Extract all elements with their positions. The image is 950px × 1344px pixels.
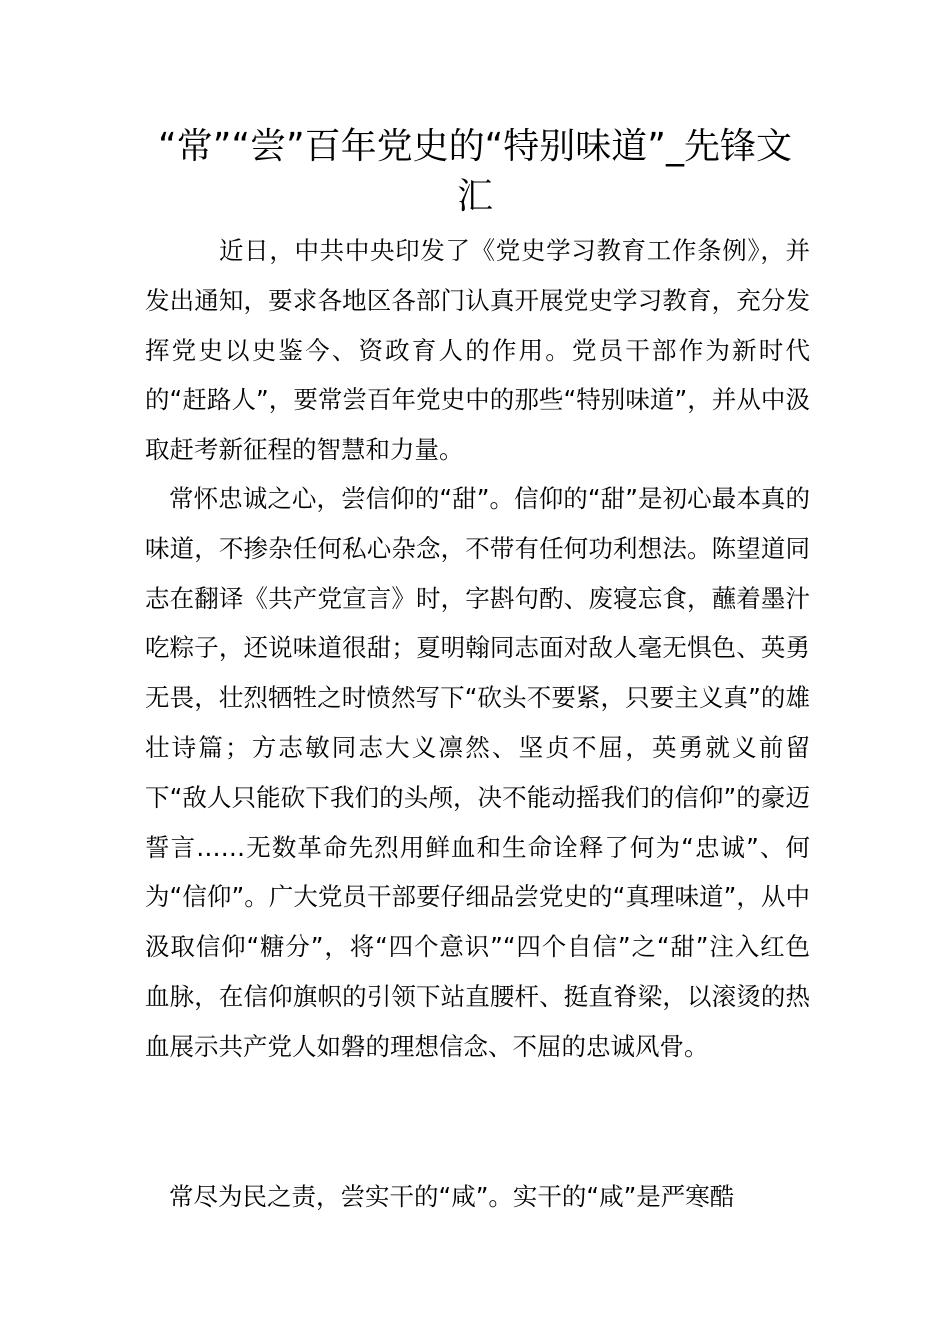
document-title: “常”“尝”百年党史的“特别味道”_先锋文汇 <box>158 126 792 217</box>
paragraph-intro: 近日，中共中央印发了《党史学习教育工作条例》，并发出通知，要求各地区各部门认真开展党史学习教育，充分发挥党史以史鉴今、资政育人的作用。党员干部作为新时代的“赶路人”，要常尝百年党史中的那些“特别味道”，并从中汲取赶考新征程的智慧和力量。 <box>145 236 810 465</box>
paragraph-loyalty: 常怀忠诚之心，尝信仰的“甜”。信仰的“甜”是初心最本真的味道，不掺杂任何私心杂念，不带有任何功利想法。陈望道同志在翻译《共产党宣言》时，字斟句酌、废寝忘食，蘸着墨汁吃粽子，还说味道很甜；夏明翰同志面对敌人毫无惧色、英勇无畏，壮烈牺牲之时愤然写下“砍头不要紧，只要主义真”的雄壮诗篇；方志敏同志大义凛然、坚贞不屈，英勇就义前留下“敌人只能砍下我们的头颅，决不能动摇我们的信仰”的豪迈誓言……无数革命先烈用鲜血和生命诠释了何为“忠诚”、何为“信仰”。广大党员干部要仔细品尝党史的“真理味道”，从中汲取信仰“糖分”，将“四个意识”“四个自信”之“甜”注入红色血脉，在信仰旗帜的引领下站直腰杆、挺直脊梁，以滚烫的热血展示共产党人如磐的理想信念、不屈的忠诚风骨。 <box>145 484 810 1061</box>
paragraph-duty: 常尽为民之责，尝实干的“咸”。实干的“咸”是严寒酷 <box>169 1182 735 1211</box>
